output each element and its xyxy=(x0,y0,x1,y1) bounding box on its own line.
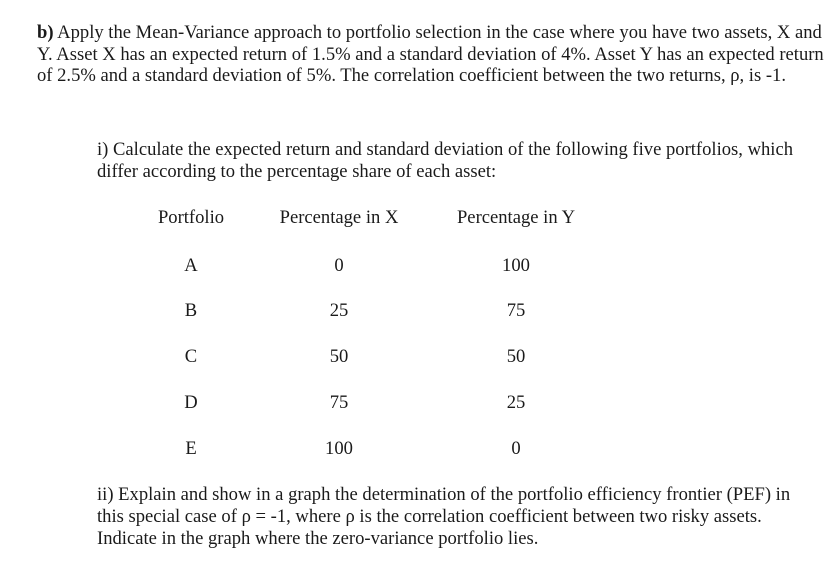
question-b-label: b) xyxy=(37,22,54,43)
table-row-c-x: 50 xyxy=(329,346,349,367)
table-row-b-y: 75 xyxy=(506,300,526,321)
table-row-a-y: 100 xyxy=(502,255,530,276)
table-row-b-portfolio: B xyxy=(184,300,198,321)
table-header-percentage-y: Percentage in Y xyxy=(456,207,576,228)
table-row-a-portfolio: A xyxy=(184,255,198,276)
table-row-b-x: 25 xyxy=(329,300,349,321)
table-row-e-x: 100 xyxy=(325,438,353,459)
table-row-d-x: 75 xyxy=(329,392,349,413)
table-row-e-y: 0 xyxy=(511,438,521,459)
table-row-d-portfolio: D xyxy=(184,392,198,413)
question-ii-paragraph: ii) Explain and show in a graph the determination of the portfolio efficiency frontier (PEF) in this special case of ρ = -1, where ρ is the correlation coefficient between two risky assets. Indicate in the graph where the zero-variance portfolio lies. xyxy=(97,484,791,549)
table-row-e-portfolio: E xyxy=(185,438,197,459)
question-i-paragraph: i) Calculate the expected return and standard deviation of the following five portfolios, which differ according to the percentage share of each asset: xyxy=(97,139,794,182)
table-row-c-portfolio: C xyxy=(184,346,198,367)
table-row-a-x: 0 xyxy=(334,255,344,276)
table-row-c-y: 50 xyxy=(506,346,526,367)
table-row-d-y: 25 xyxy=(506,392,526,413)
question-b-paragraph xyxy=(37,22,827,87)
table-header-portfolio: Portfolio xyxy=(157,207,225,228)
question-b-text: Apply the Mean-Variance approach to portfolio selection in the case where you have two assets, X and Y. Asset X has an expected return of 1.5% and a standard deviation of 4%. Asset Y has an expected return of 2.5% and a standard deviation of 5%. The correlation coefficient between the two returns, ρ, is -1. xyxy=(37,22,824,86)
table-header-percentage-x: Percentage in X xyxy=(279,207,399,228)
